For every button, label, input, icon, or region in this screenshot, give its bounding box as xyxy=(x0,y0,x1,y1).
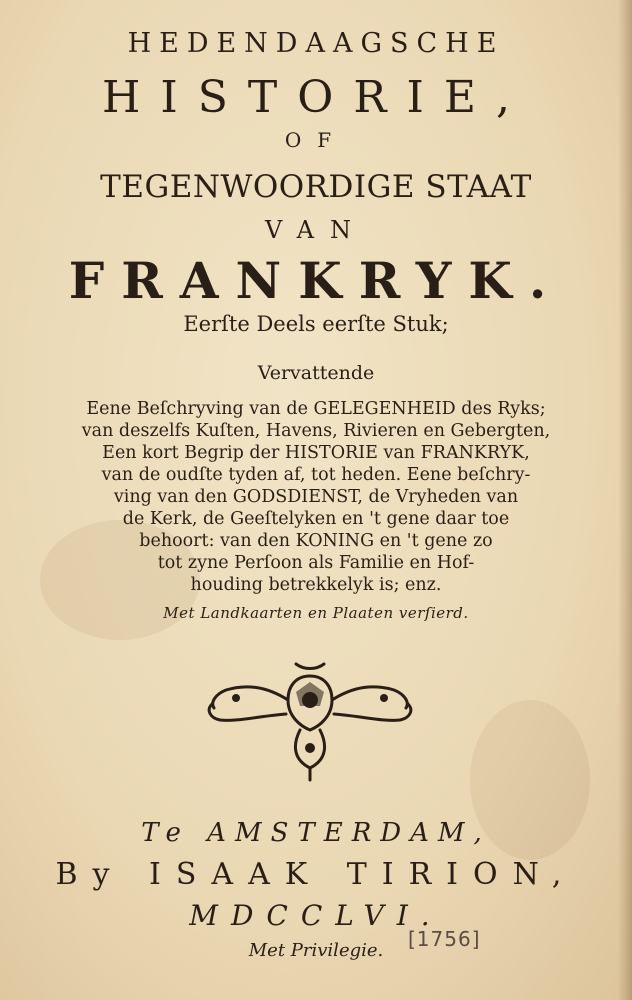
place-of-publication: Te AMSTERDAM, xyxy=(141,818,491,848)
description-line: van deszelfs Kuſten, Havens, Rivieren en Gebergten, xyxy=(81,421,551,441)
description-line: ving van den GODSDIENST, de Vryheden van xyxy=(113,487,519,507)
description-line: Een kort Begrip der HISTORIE van FRANKRYK, xyxy=(102,443,530,463)
description-block xyxy=(36,398,596,596)
containing-heading: Vervattende xyxy=(257,362,375,384)
page-edge-shadow xyxy=(618,0,632,1000)
printer-ornament-icon xyxy=(196,656,424,784)
description-line: tot zyne Perſoon als Familie en Hof- xyxy=(157,553,475,573)
part-subtitle: Eerſte Deels eerſte Stuk; xyxy=(183,312,449,336)
description-line: de Kerk, de Geeſtelyken en 't gene daar toe xyxy=(122,509,510,529)
description-line: van de oudſte tyden af, tot heden. Eene beſchry- xyxy=(101,465,531,485)
title-line-6: FRANKRYK. xyxy=(68,251,564,310)
handwritten-year-note: [1756] xyxy=(408,927,481,951)
description-line: behoort: van den KONING en 't gene zo xyxy=(139,531,493,551)
title-line-1: HEDENDAAGSCHE xyxy=(127,28,505,59)
description-line: houding betrekkelyk is; enz. xyxy=(190,575,442,595)
title-line-4: TEGENWOORDIGE STAAT xyxy=(100,169,532,205)
title-line-5: VAN xyxy=(264,216,368,244)
maps-note: Met Landkaarten en Plaaten verſierd. xyxy=(163,604,469,622)
title-line-2: HISTORIE, xyxy=(102,72,530,123)
description-line: Eene Beſchryving van de GELEGENHEID des Ryks; xyxy=(86,399,546,419)
privilege-line: Met Privilegie. xyxy=(248,940,384,961)
publication-year: MDCCLVI. xyxy=(189,899,443,932)
title-line-3: OF xyxy=(284,128,348,152)
publisher-line: By ISAAK TIRION, xyxy=(55,857,577,892)
